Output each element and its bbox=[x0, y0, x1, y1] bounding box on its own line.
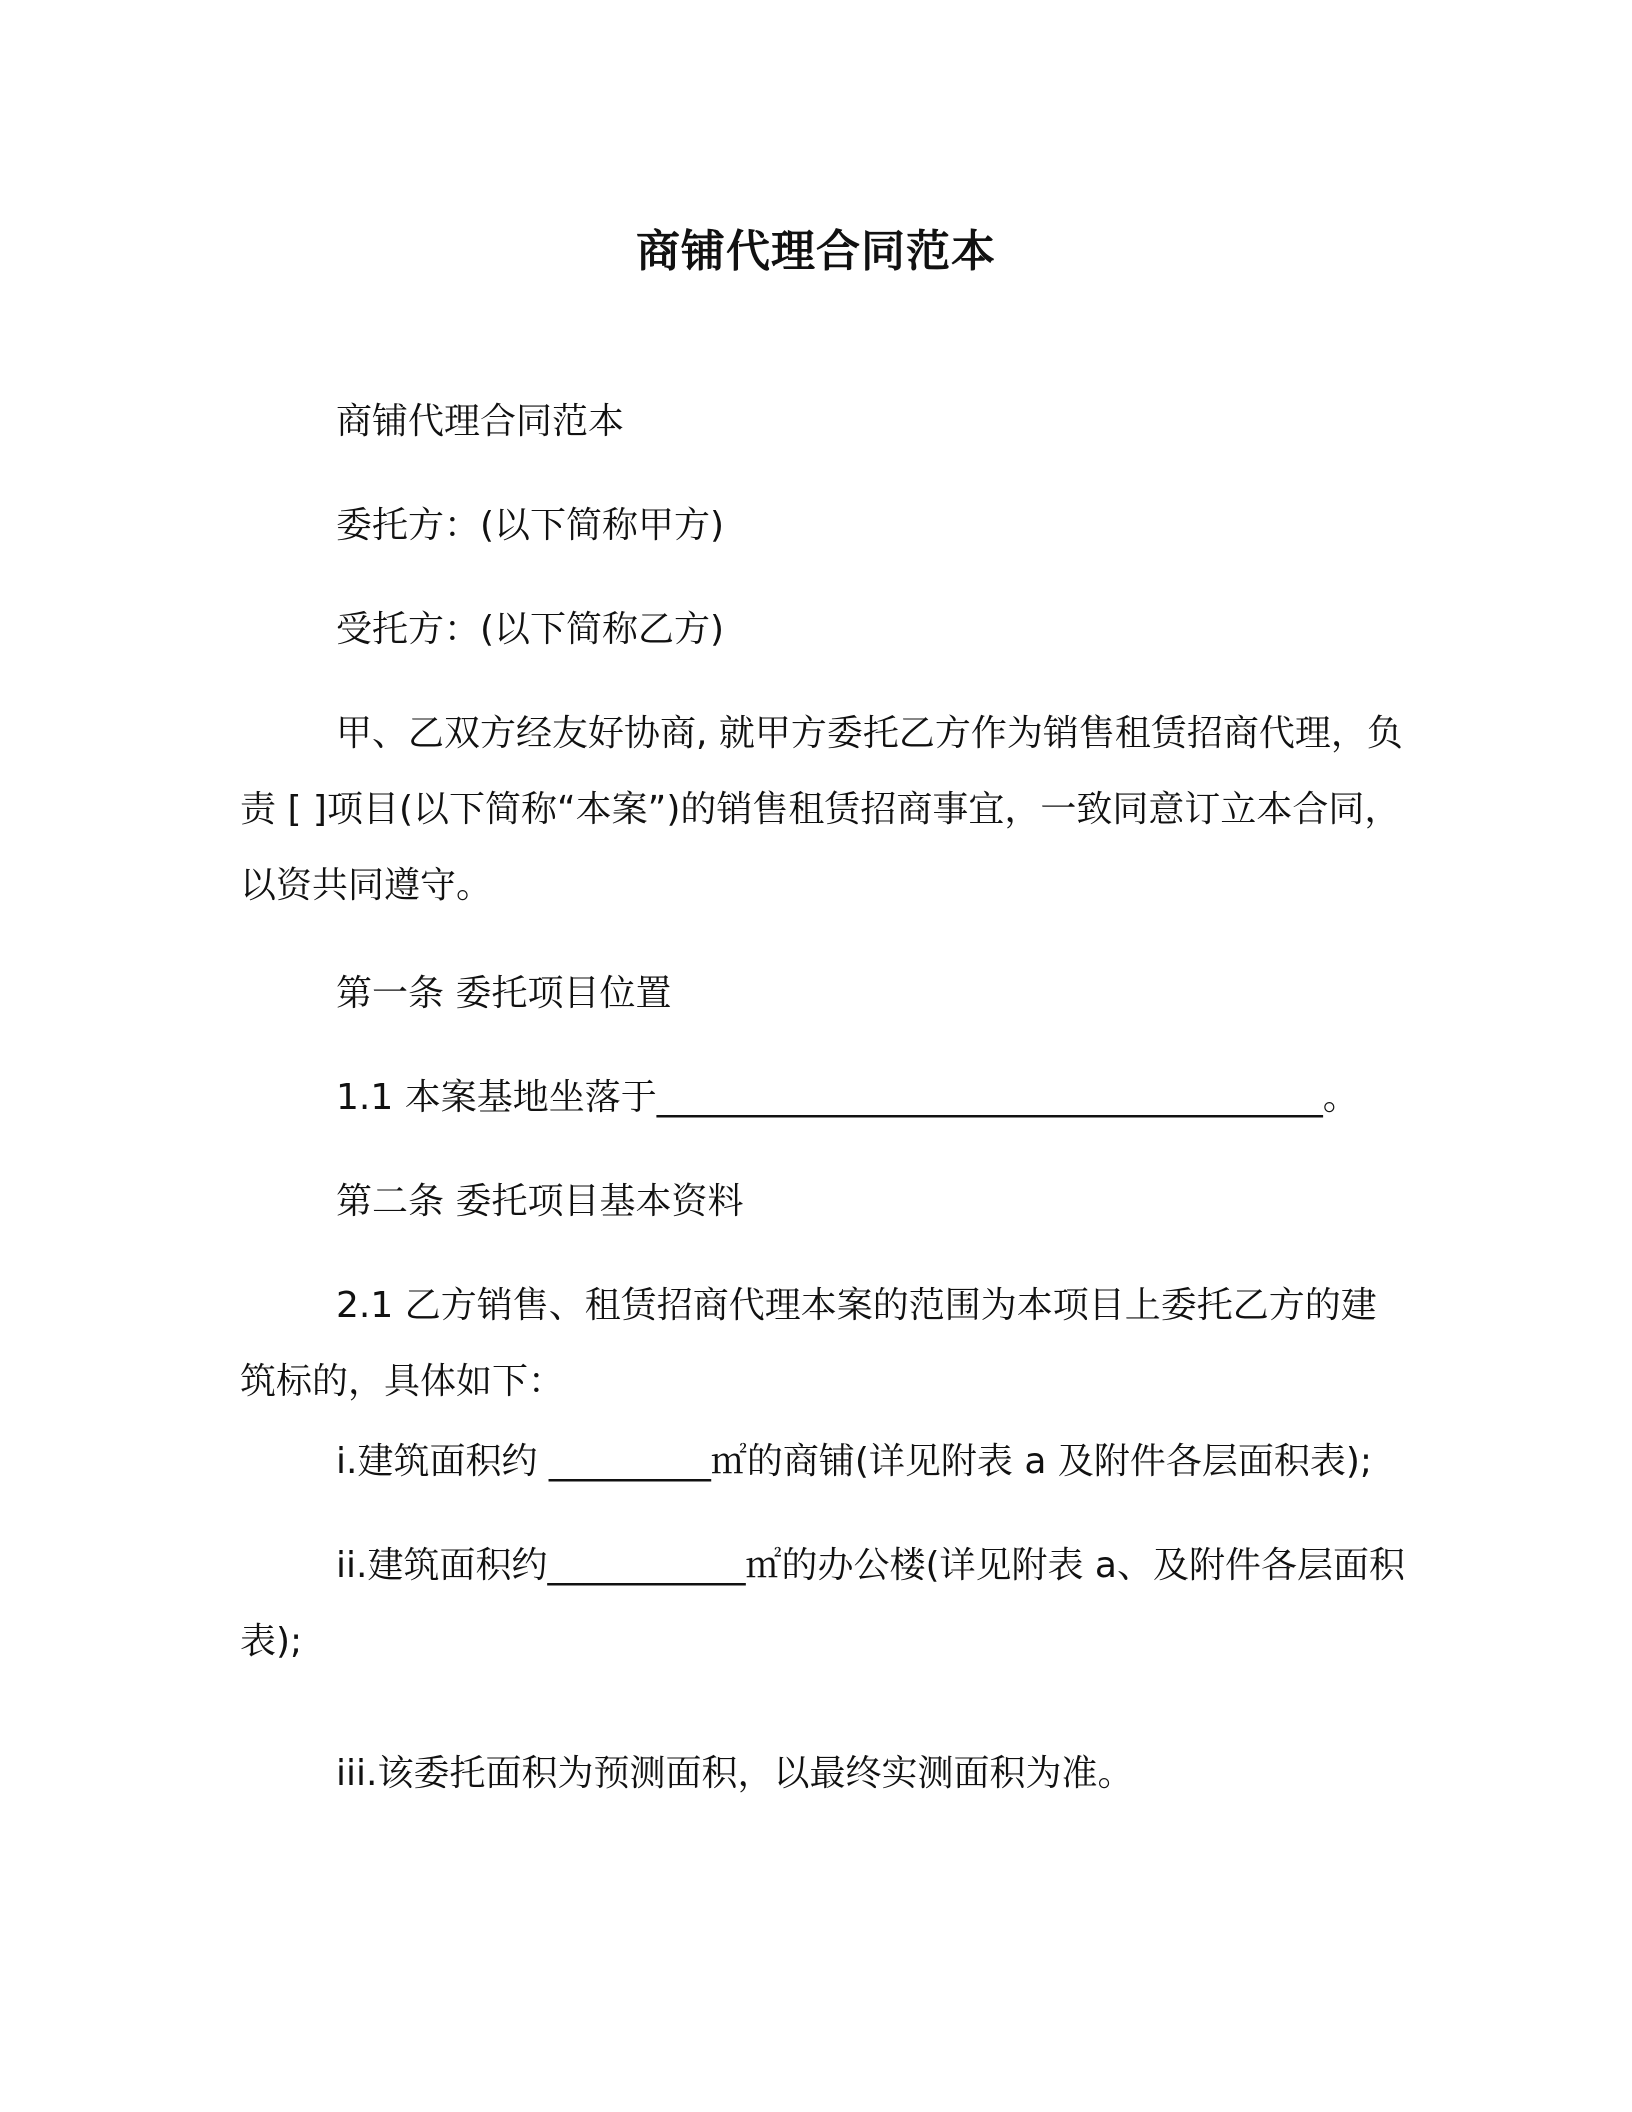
article-1-heading: 第一条 委托项目位置 bbox=[336, 973, 672, 1014]
clause-1-1: 1.1 本案基地坐落于_____________________________________。 bbox=[336, 1077, 1359, 1118]
preamble-paragraph: 甲、乙双方经友好协商, 就甲方委托乙方作为销售租赁招商代理，负责 [ ]项目(以下简称“本案”)的销售租赁招商事宜，一致同意订立本合同，以资共同遵守。 bbox=[240, 713, 1403, 906]
clause-2-1-item-iii: iii.该委托面积为预测面积，以最终实测面积为准。 bbox=[336, 1753, 1134, 1794]
agent-party-line: 受托方：(以下简称乙方) bbox=[336, 609, 725, 650]
intro-heading: 商铺代理合同范本 bbox=[336, 401, 625, 442]
clause-2-1: 2.1 乙方销售、租赁招商代理本案的范围为本项目上委托乙方的建筑标的，具体如下： bbox=[240, 1285, 1377, 1402]
principal-party-line: 委托方：(以下简称甲方) bbox=[336, 505, 725, 546]
clause-2-1-item-i: i.建筑面积约 _________㎡的商铺(详见附表 a 及附件各层面积表); bbox=[336, 1441, 1373, 1482]
document-title: 商铺代理合同范本 bbox=[636, 226, 996, 277]
clause-2-1-item-ii: ii.建筑面积约___________㎡的办公楼(详见附表 a、及附件各层面积表); bbox=[240, 1545, 1405, 1662]
article-2-heading: 第二条 委托项目基本资料 bbox=[336, 1181, 744, 1222]
